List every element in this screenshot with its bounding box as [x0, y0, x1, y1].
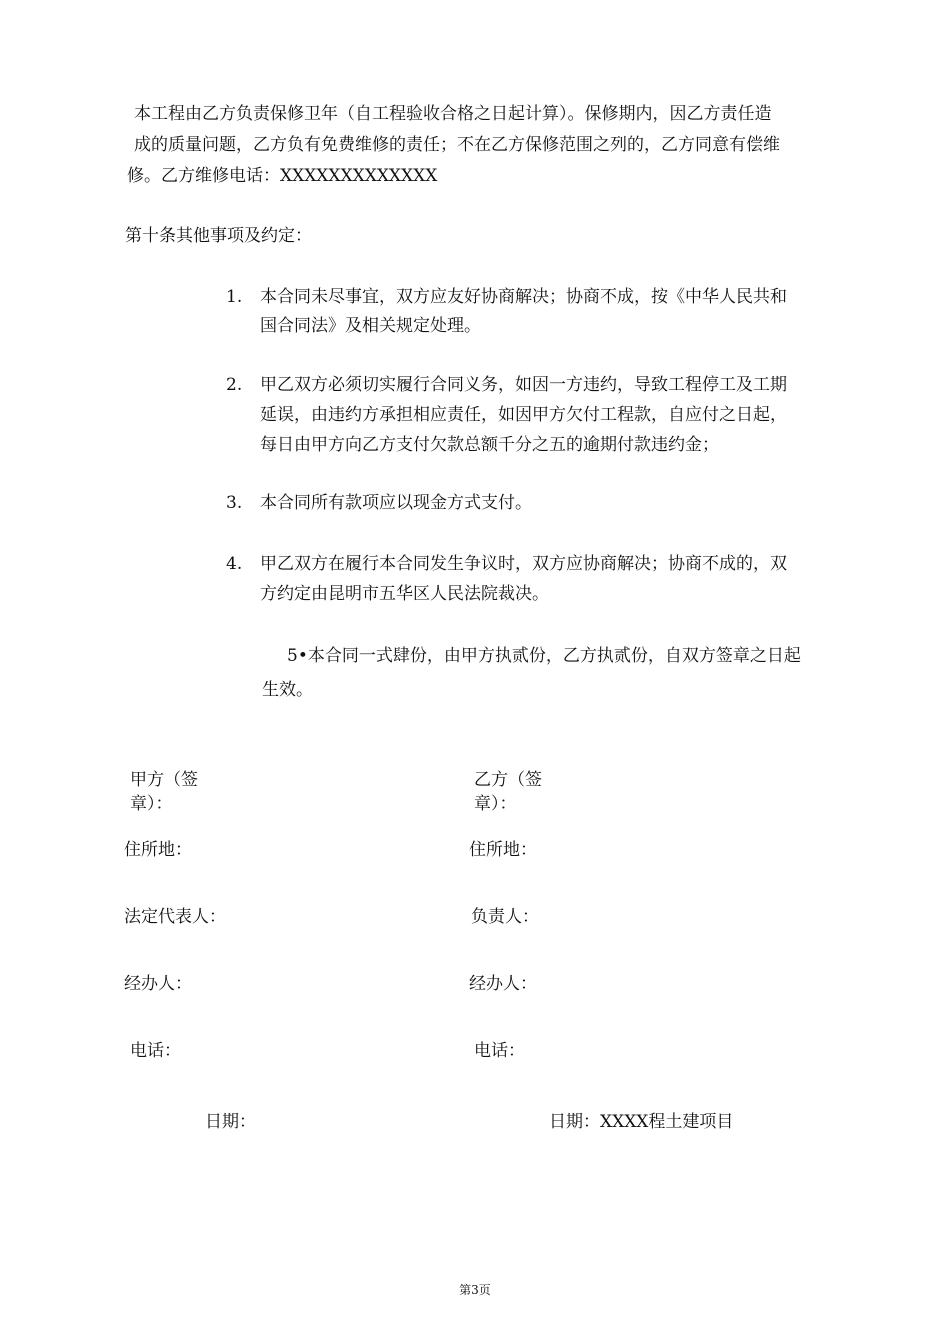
list-item-5-line-2: 生效。 [262, 680, 313, 700]
party-b-date-label: 日期：XXXX程土建项目 [549, 1112, 734, 1132]
party-a-representative-label: 法定代表人： [124, 907, 226, 927]
list-item-text: 甲乙双方在履行本合同发生争议时，双方应协商解决；协商不成的，双 [260, 554, 787, 574]
list-item-text: 方约定由昆明市五华区人民法院裁决。 [260, 584, 549, 604]
warranty-line-3: 修。乙方维修电话：XXXXXXXXXXXXX [127, 166, 438, 186]
party-b-phone-label: 电话： [474, 1041, 525, 1061]
party-a-address-label: 住所地： [124, 840, 192, 860]
party-a-agent-label: 经办人： [124, 974, 192, 994]
party-b-sign-label: 乙方（签 [474, 770, 542, 790]
list-item-text: 本合同未尽事宜，双方应友好协商解决；协商不成，按《中华人民共和 [260, 287, 787, 307]
warranty-line-2: 成的质量问题，乙方负有免费维修的责任；不在乙方保修范围之列的，乙方同意有偿维 [134, 135, 780, 155]
article-heading: 第十条其他事项及约定： [125, 226, 312, 246]
party-b-address-label: 住所地： [469, 840, 537, 860]
party-b-agent-label: 经办人： [469, 974, 537, 994]
party-a-phone-label: 电话： [130, 1041, 181, 1061]
list-item-text: 国合同法》及相关规定处理。 [260, 316, 481, 336]
page-number: 第3页 [459, 1283, 491, 1297]
list-item-number: 2. [226, 375, 243, 395]
list-item-text: 延误，由违约方承担相应责任，如因甲方欠付工程款，自应付之日起， [260, 405, 787, 425]
list-item-text: 本合同所有款项应以现金方式支付。 [260, 493, 532, 513]
list-item-number: 4. [226, 554, 243, 574]
list-item-text: 每日由甲方向乙方支付欠款总额千分之五的逾期付款违约金； [260, 435, 719, 455]
list-item-text: 甲乙双方必须切实履行合同义务，如因一方违约，导致工程停工及工期 [260, 375, 787, 395]
party-b-sign-label-cont: 章）： [474, 794, 517, 814]
warranty-line-1: 本工程由乙方负责保修卫年（自工程验收合格之日起计算）。保修期内，因乙方责任造 [134, 104, 772, 124]
party-b-representative-label: 负责人： [471, 907, 539, 927]
party-a-date-label: 日期： [205, 1112, 256, 1132]
party-a-sign-label-cont: 章）： [130, 794, 173, 814]
list-item-5-line-1: 5•本合同一式肆份，由甲方执贰份，乙方执贰份，自双方签章之日起 [287, 646, 801, 666]
party-a-sign-label: 甲方（签 [130, 770, 198, 790]
list-item-number: 1. [226, 287, 243, 307]
list-item-number: 3. [226, 493, 243, 513]
